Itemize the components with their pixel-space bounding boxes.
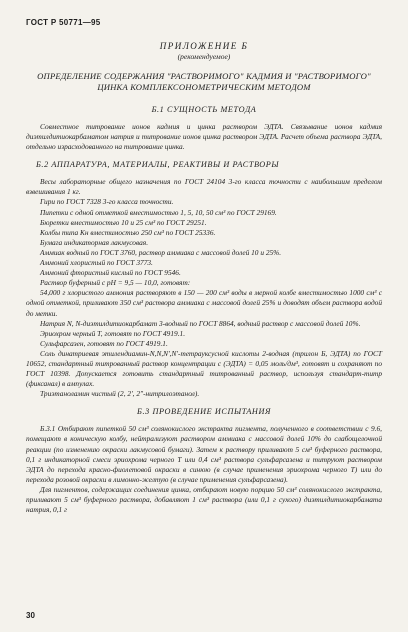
paragraph: Триэтаноламин чистый (2, 2′, 2″-нитрилоэтанол). <box>40 389 200 399</box>
appendix-status: (рекомендуемое) <box>177 52 231 61</box>
paragraph: Аммоний хлористый по ГОСТ 3773. <box>40 258 153 268</box>
paragraph: Эриохром черный Т, готовят по ГОСТ 4919.1. <box>40 328 186 338</box>
paragraph: 54,000 г хлористого аммония растворяют в 150 — 200 см³ воды в мерной колбе вместимостью 1000 см³ с одной отметкой, приливают 350 см³ раствора аммиака с массовой долей 25% и доводят объем раствора водой до метки. <box>26 288 382 318</box>
paragraph: Бумага индикаторная лакмусовая. <box>40 237 149 247</box>
paragraph: Совместное титрование ионов кадмия и цинка раствором ЭДТА. Связывание ионов кадмия диэтилдитиокарбаматом натрия и титрование ионов цинка раствором ЭДТА. Расчет объема раствора ЭДТА, отдельно израсходованного на титрование цинка. <box>26 122 382 152</box>
paragraph: Пипетки с одной отметкой вместимостью 1, 5, 10, 50 см³ по ГОСТ 29169. <box>40 207 277 217</box>
section-procedure <box>26 407 382 515</box>
paragraph: Соль динатриевая этилендиамин-N,N,N′,N′-тетрауксусной кислоты 2-водная (трилон Б, ЭДТА) по ГОСТ 10652, стандартный титрованный раствор концентрации с (ЭДТА) = 0,05 моль/дм³, готовят и сохраняют по ГОСТ 10398. Допускается готовить стандартный титрованный раствор, используя стандарт-титр (фиксанал) в ампулах. <box>26 348 382 389</box>
appendix-heading <box>26 41 382 61</box>
section-essence <box>26 105 382 152</box>
paragraph: Б.3.1 Отбирают пипеткой 50 см³ солянокислого экстракта пигмента, полученного в соответствии с 9.6, помещают в коническую колбу, нейтрализуют раствором аммиака с массовой долей 10% до слабощелочной реакции (по изменению окраски лакмусовой бумаги). Затем к раствору приливают 5 см³ буферного раствора, 0,1 г индикаторной смеси эриохрома черного Т или 0,4 см³ раствора сульфарсазена и титруют раствором ЭДТА до перехода красно-фиолетовой окраски в синюю (в случае применения эриохрома черного Т) или до перехода розовой окраски в лимонно-желтую (в случае применения сульфарсазена). <box>26 424 382 484</box>
section-title: Б.1 СУЩНОСТЬ МЕТОДА <box>151 105 257 114</box>
section-apparatus <box>26 160 382 399</box>
paragraph: Гири по ГОСТ 7328 3-го класса точности. <box>40 197 174 207</box>
paragraph: Бюретки вместимостью 10 и 25 см³ по ГОСТ 29251. <box>40 217 207 227</box>
appendix-title: ПРИЛОЖЕНИЕ Б <box>159 41 249 51</box>
section-title: Б.2 АППАРАТУРА, МАТЕРИАЛЫ, РЕАКТИВЫ И РАСТВОРЫ <box>36 160 280 170</box>
paragraph: Аммоний фтористый кислый по ГОСТ 9546. <box>40 268 181 278</box>
section-title: Б.3 ПРОВЕДЕНИЕ ИСПЫТАНИЯ <box>137 407 271 417</box>
paragraph: Для пигментов, содержащих соединения цинка, отбирают новую порцию 50 см³ солянокислого экстракта, приливают 5 см³ буферного раствора, добавляют 1 см³ раствора (или 0,1 г сухого) диэтилдитиокарбамата натрия, 0,1 г <box>26 484 382 515</box>
paragraph: Раствор буферный с pH = 9,5 — 10,0, готовят: <box>40 278 191 288</box>
paragraph: Колбы типа Кн вместимостью 250 см³ по ГОСТ 25336. <box>40 227 216 237</box>
page-number: 30 <box>26 611 35 620</box>
paragraph: Сульфарсазен, готовят по ГОСТ 4919.1. <box>40 338 168 348</box>
page-header: ГОСТ Р 50771—95 <box>26 18 101 27</box>
paragraph: Аммиак водный по ГОСТ 3760, раствор аммиака с массовой долей 10 и 25%. <box>40 247 282 257</box>
paragraph: Весы лабораторные общего назначения по ГОСТ 24104 3-го класса точности с наибольшим пределом взвешивания 1 кг. <box>26 177 382 197</box>
paragraph: Натрия N, N-диэтилдитиокарбамат 3-водный по ГОСТ 8864, водный раствор с массовой долей 10%. <box>40 318 361 328</box>
appendix-main-title: ОПРЕДЕЛЕНИЕ СОДЕРЖАНИЯ "РАСТВОРИМОГО" КАДМИЯ И "РАСТВОРИМОГО" ЦИНКА КОМПЛЕКСОНОМЕТРИЧЕСКИМ МЕТОДОМ <box>37 71 371 92</box>
